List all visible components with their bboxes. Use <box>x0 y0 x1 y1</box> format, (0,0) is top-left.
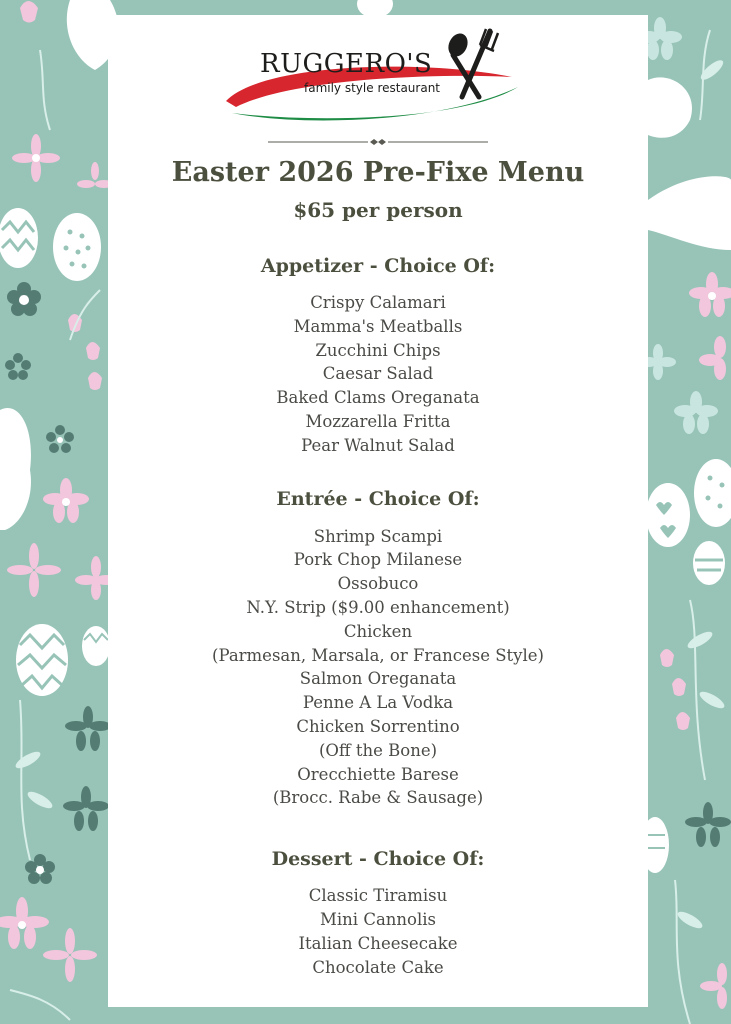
menu-item: Salmon Oreganata <box>299 669 457 689</box>
flower-icon <box>5 353 31 380</box>
menu-item: N.Y. Strip ($9.00 enhancement) <box>246 597 510 617</box>
easter-egg-icon <box>646 483 690 547</box>
easter-egg-icon <box>0 208 38 268</box>
menu-item: Caesar Salad <box>322 364 434 384</box>
easter-egg-icon <box>53 213 101 281</box>
flower-icon <box>699 336 726 380</box>
flower-icon <box>43 928 97 982</box>
menu-card <box>108 15 648 1007</box>
section-heading: Appetizer - Choice Of: <box>260 255 496 277</box>
flower-icon <box>43 478 89 523</box>
flower-icon <box>7 282 41 316</box>
menu-section-dessert <box>108 846 648 979</box>
menu-item: Chocolate Cake <box>312 957 444 977</box>
menu-item: Ossobuco <box>337 574 419 594</box>
menu-item: Chicken <box>343 621 413 641</box>
bunny-icon <box>648 176 731 250</box>
restaurant-logo <box>222 23 522 123</box>
menu-item: Italian Cheesecake <box>298 933 458 953</box>
flower-icon <box>46 425 74 453</box>
restaurant-tagline: family style restaurant <box>304 81 441 95</box>
menu-section-entree <box>108 486 648 811</box>
menu-item: Mozzarella Fritta <box>305 411 451 431</box>
fork-icon <box>462 29 498 97</box>
menu-section-appetizer <box>108 253 648 458</box>
flower-icon <box>63 786 109 831</box>
easter-egg-icon <box>693 541 725 585</box>
menu-content <box>108 155 648 979</box>
menu-item: Pork Chop Milanese <box>293 550 463 570</box>
menu-item: Crispy Calamari <box>310 293 446 312</box>
ornamental-divider <box>268 137 488 147</box>
easter-egg-icon <box>694 459 731 527</box>
menu-item: Classic Tiramisu <box>308 886 448 906</box>
menu-item: Mamma's Meatballs <box>293 316 463 336</box>
flower-icon <box>65 706 111 751</box>
flower-icon <box>674 391 718 434</box>
restaurant-name: RUGGERO'S <box>260 49 433 79</box>
flower-icon <box>12 134 60 182</box>
menu-item: Pear Walnut Salad <box>301 435 455 455</box>
menu-title: Easter 2026 Pre-Fixe Menu <box>171 157 585 188</box>
menu-item: Orecchiette Barese <box>297 764 459 784</box>
bunny-icon <box>0 408 31 530</box>
menu-item: Zucchini Chips <box>315 340 441 360</box>
easter-egg-icon <box>82 626 110 666</box>
menu-item: Baked Clams Oreganata <box>276 388 480 408</box>
menu-item: Penne A La Vodka <box>302 693 454 713</box>
menu-item: (Parmesan, Marsala, or Francese Style) <box>212 645 544 665</box>
flower-icon <box>7 543 61 597</box>
menu-item: (Off the Bone) <box>318 740 438 760</box>
menu-item: Mini Cannolis <box>320 909 436 929</box>
easter-egg-icon <box>16 624 68 696</box>
section-heading: Dessert - Choice Of: <box>271 848 485 871</box>
menu-item: Shrimp Scampi <box>313 526 443 546</box>
section-heading: Entrée - Choice Of: <box>276 487 480 510</box>
flower-icon <box>0 897 49 949</box>
flower-icon <box>685 802 731 847</box>
menu-item: Chicken Sorrentino <box>296 716 460 736</box>
menu-price: $65 per person <box>293 198 463 222</box>
flower-icon <box>700 963 727 1009</box>
flower-icon <box>689 272 731 317</box>
bunny-icon <box>648 77 692 137</box>
menu-item: (Brocc. Rabe & Sausage) <box>272 788 484 808</box>
